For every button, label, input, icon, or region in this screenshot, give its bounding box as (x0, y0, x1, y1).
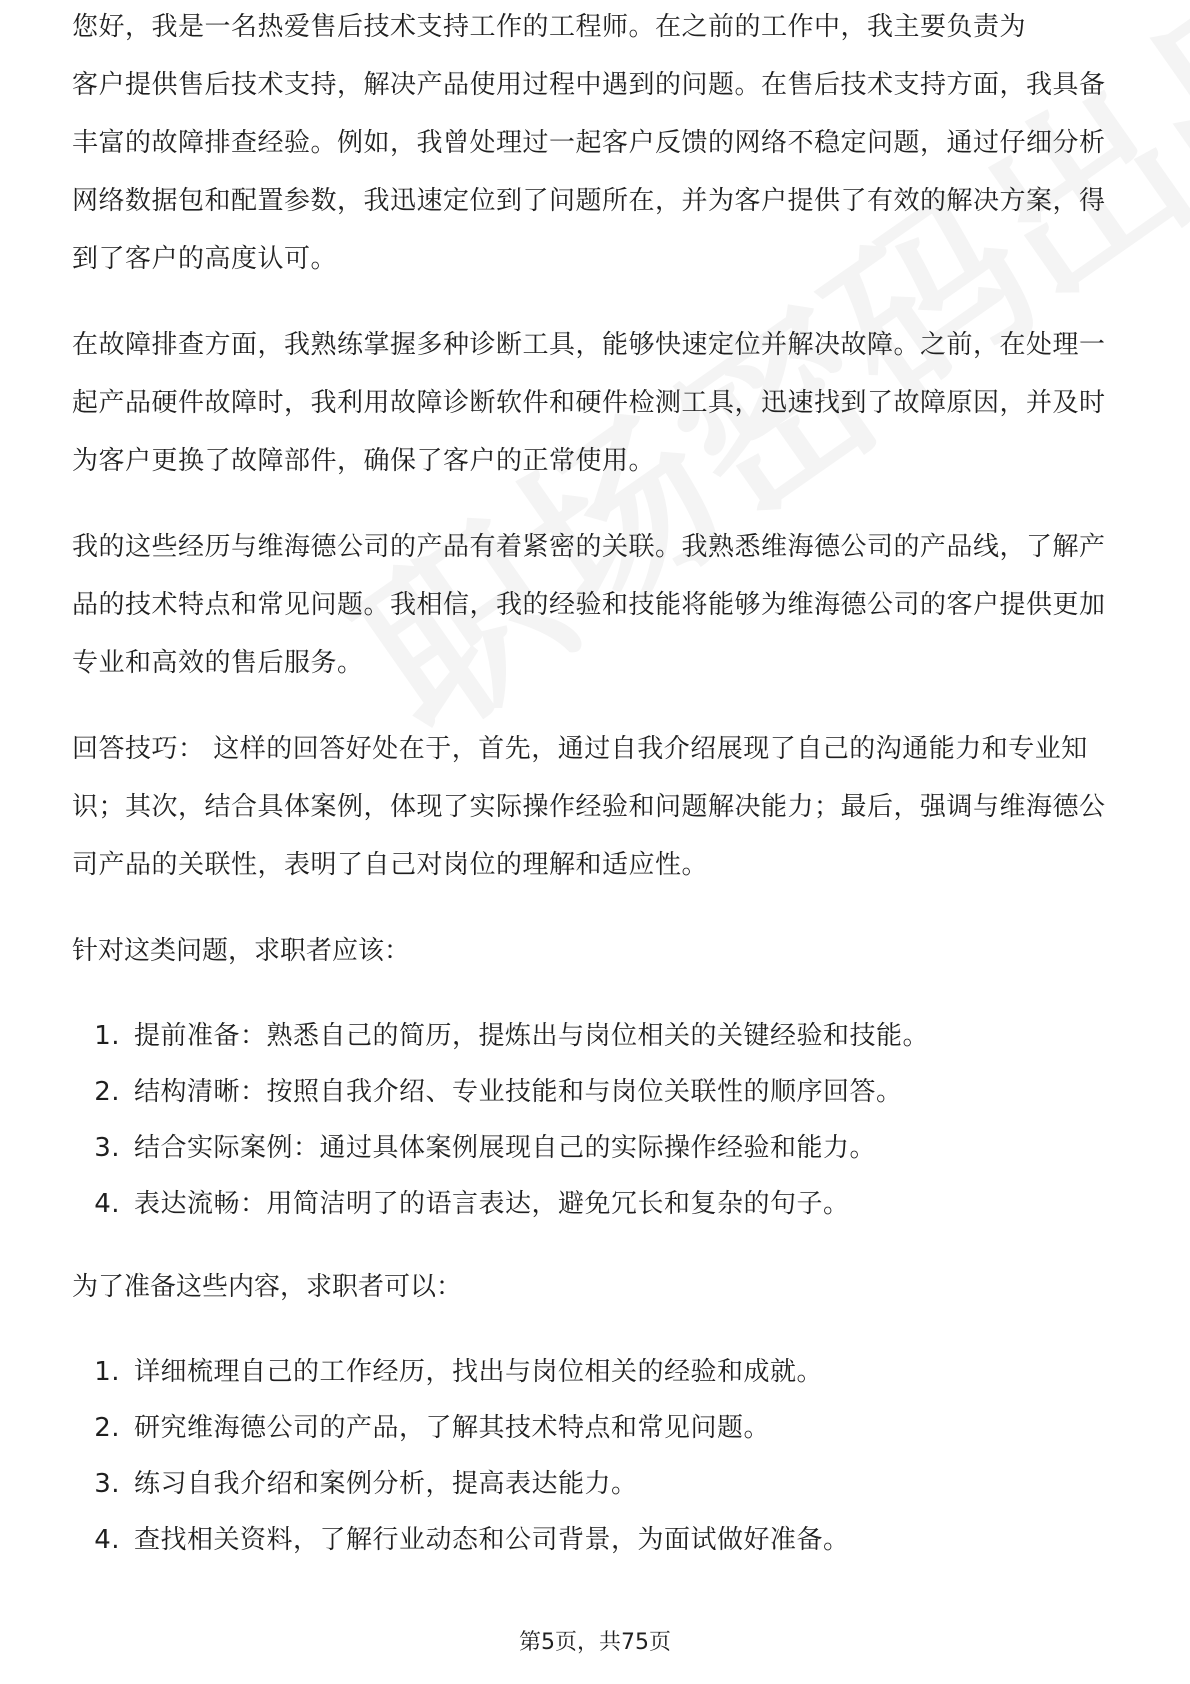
list-item-number: 1. (94, 1357, 120, 1387)
list-item (72, 1400, 1122, 1456)
list-item-text: 结构清晰：按照自我介绍、专业技能和与岗位关联性的顺序回答。 (134, 1077, 903, 1107)
list-item-text: 提前准备：熟悉自己的简历，提炼出与岗位相关的关键经验和技能。 (134, 1021, 930, 1051)
paragraph-after-sales-experience: 客户提供售后技术支持，解决产品使用过程中遇到的问题。在售后技术支持方面，我具备丰富的故障排查经验。例如，我曾处理过一起客户反馈的网络不稳定问题，通过仔细分析网络数据包和配置参数，我迅速定位到了问题所在，并为客户提供了有效的解决方案，得到了客户的高度认可。 (72, 70, 1106, 274)
list-item-number: 2. (94, 1413, 120, 1443)
list-item-text: 研究维海德公司的产品，了解其技术特点和常见问题。 (134, 1413, 771, 1443)
list-item-number: 1. (94, 1021, 120, 1051)
list1 (72, 1008, 1122, 1232)
list-item-number: 3. (94, 1133, 120, 1163)
list-item-number: 4. (94, 1525, 120, 1555)
paragraph-troubleshooting: 在故障排查方面，我熟练掌握多种诊断工具，能够快速定位并解决故障。之前，在处理一起产品硬件故障时，我利用故障诊断软件和硬件检测工具，迅速找到了故障原因，并及时为客户更换了故障部件，确保了客户的正常使用。 (72, 330, 1106, 476)
list-item-number: 3. (94, 1469, 120, 1499)
list-item-text: 表达流畅：用简洁明了的语言表达，避免冗长和复杂的句子。 (134, 1189, 850, 1219)
list-item (72, 1064, 1122, 1120)
list2 (72, 1344, 1122, 1568)
document-body (72, 12, 1122, 1594)
list-item-number: 4. (94, 1189, 120, 1219)
list-item-text: 查找相关资料，了解行业动态和公司背景，为面试做好准备。 (134, 1525, 850, 1555)
list-item (72, 1344, 1122, 1400)
paragraph-answer-tips: 回答技巧： 这样的回答好处在于，首先，通过自我介绍展现了自己的沟通能力和专业知识；其次，结合具体案例，体现了实际操作经验和问题解决能力；最后，强调与维海德公司产品的关联性，表明了自己对岗位的理解和适应性。 (72, 734, 1106, 880)
list-item (72, 1176, 1122, 1232)
page-number: 第5页，共75页 (519, 1630, 671, 1655)
list-item-text: 详细梳理自己的工作经历，找出与岗位相关的经验和成就。 (134, 1357, 824, 1387)
list-item (72, 1456, 1122, 1512)
list-item (72, 1120, 1122, 1176)
list-item-number: 2. (94, 1077, 120, 1107)
list-item-text: 结合实际案例：通过具体案例展现自己的实际操作经验和能力。 (134, 1133, 877, 1163)
paragraph-company-relevance: 我的这些经历与维海德公司的产品有着紧密的关联。我熟悉维海德公司的产品线，了解产品的技术特点和常见问题。我相信，我的经验和技能将能够为维海德公司的客户提供更加专业和高效的售后服务。 (72, 532, 1106, 678)
list-item-text: 练习自我介绍和案例分析，提高表达能力。 (134, 1469, 638, 1499)
paragraph-clipped-top: 您好，我是一名热爱售后技术支持工作的工程师。在之前的工作中，我主要负责为 (72, 12, 1027, 42)
list2-intro: 为了准备这些内容，求职者可以： (72, 1272, 463, 1302)
list-item (72, 1512, 1122, 1568)
list1-intro: 针对这类问题，求职者应该： (72, 936, 411, 966)
list-item (72, 1008, 1122, 1064)
